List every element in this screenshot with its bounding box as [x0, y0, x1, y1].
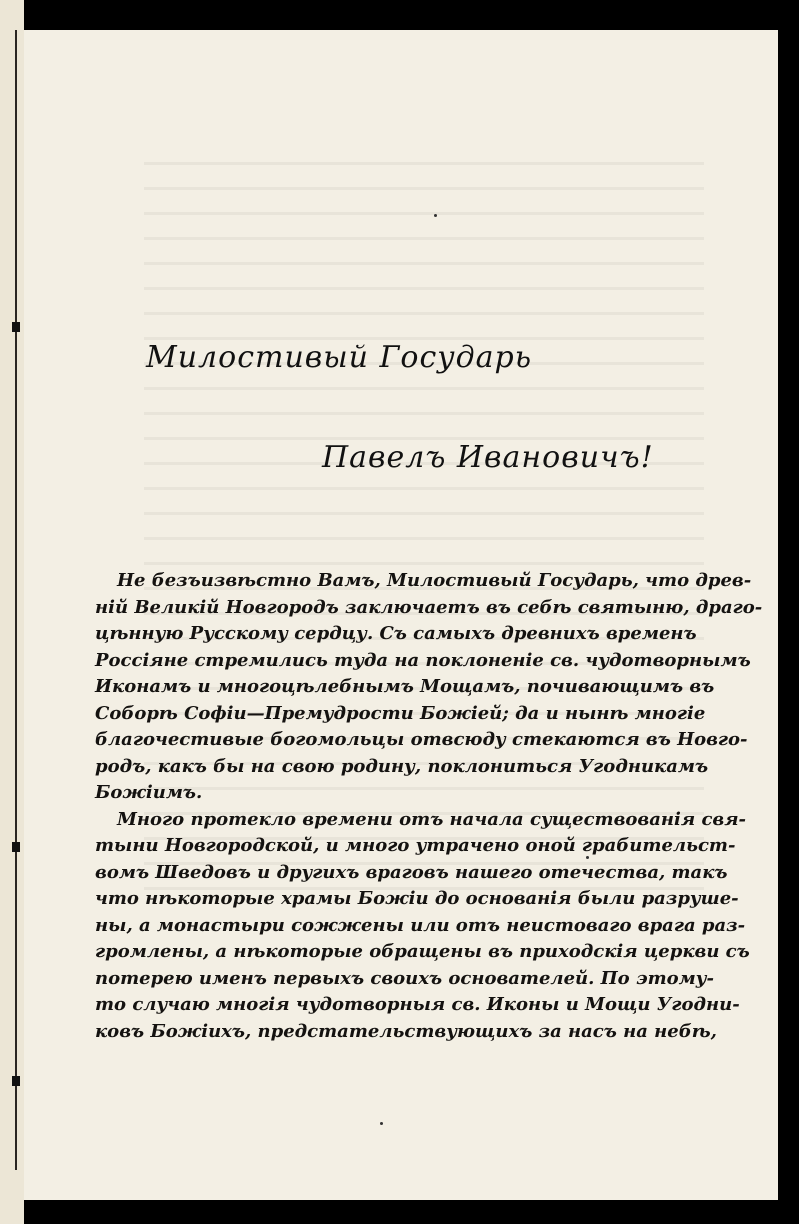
- speck: [434, 214, 437, 217]
- text-line: потерею именъ первыхъ своихъ основателей. По этому-: [95, 967, 714, 989]
- text-line: Не безъизвѣстно Вамъ, Милостивый Государь, что древ-: [117, 570, 752, 591]
- text-line: ны, а монастыри сожжены или отъ неистоваго врага раз-: [95, 914, 746, 936]
- text-line: Иконамъ и многоцѣлебнымъ Мощамъ, почивающимъ въ: [95, 676, 715, 697]
- binding-strip: [0, 0, 24, 1224]
- salutation-line-2: Павелъ Ивановичъ!: [322, 440, 654, 475]
- binding-mark: [12, 322, 20, 332]
- text-line: что нѣкоторые храмы Божіи до основанія были разруше-: [95, 888, 739, 909]
- text-line: Россіяне стремились туда на поклоненіе св. чудотворнымъ: [95, 649, 751, 671]
- binding-mark: [12, 1076, 20, 1086]
- text-line: ній Великій Новгородъ заключаетъ въ себѣ святыню, драго-: [95, 596, 763, 618]
- text-line: благочестивые богомольцы отвсюду стекаются въ Новго-: [95, 729, 748, 750]
- text-line: громлены, а нѣкоторые обращены въ приходскія церкви съ: [95, 941, 750, 962]
- letter-body: [95, 568, 763, 1045]
- text-line: Божіимъ.: [95, 782, 203, 803]
- text-line: ковъ Божіихъ, предстательствующихъ за насъ на небѣ,: [95, 1020, 717, 1042]
- text-line: Соборѣ Софіи—Премудрости Божіей; да и нынѣ многіе: [95, 702, 706, 724]
- binding-line: [15, 30, 17, 1170]
- text-line: цѣнную Русскому сердцу. Съ самыхъ древнихъ временъ: [95, 623, 697, 644]
- salutation-line-1: Милостивый Государь: [146, 340, 533, 375]
- binding-mark: [12, 842, 20, 852]
- text-line: тыни Новгородской, и много утрачено оной грабительст-: [95, 835, 736, 856]
- text-line: Много протекло времени отъ начала существованія свя-: [117, 808, 747, 830]
- speck: [380, 1122, 383, 1125]
- text-line: вомъ Шведовъ и другихъ враговъ нашего отечества, такъ: [95, 861, 728, 883]
- text-line: то случаю многія чудотворныя св. Иконы и Мощи Угодни-: [95, 994, 740, 1015]
- text-line: родъ, какъ бы на свою родину, поклониться Угодникамъ: [95, 755, 709, 777]
